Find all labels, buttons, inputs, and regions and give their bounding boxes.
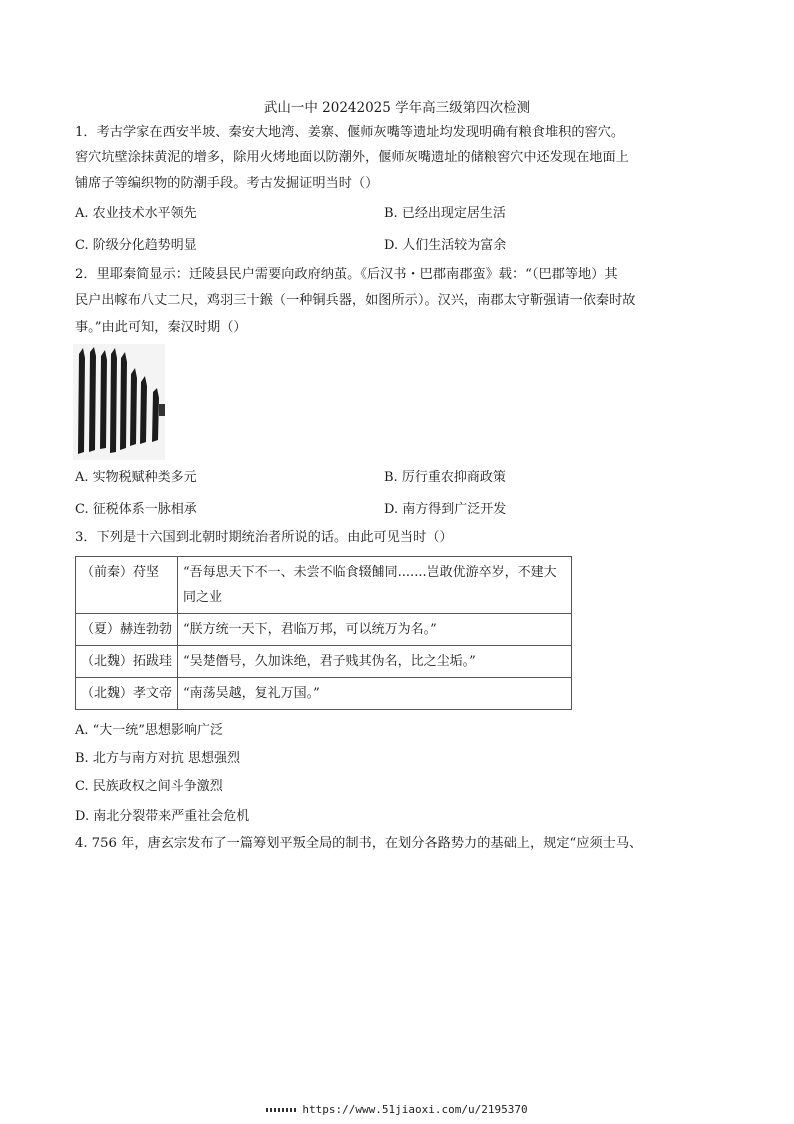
q2-option-a: A. 实物税赋种类多元 bbox=[75, 470, 197, 485]
q3-option-d: D. 南北分裂带来严重社会危机 bbox=[75, 809, 250, 824]
q2-option-b: B. 厉行重农抑商政策 bbox=[384, 470, 506, 485]
table-cell-quote: “南荡吴越，复礼万国。” bbox=[178, 678, 572, 710]
table-cell-quote: “朕方统一天下，君临万邦，可以统万为名。” bbox=[178, 614, 572, 646]
watermark-logo bbox=[266, 1108, 296, 1112]
table-cell-quote: “吾每思天下不一、未尝不临食辍餔同.......岂敢优游卒岁，不建大同之业 bbox=[178, 557, 572, 614]
table-cell-ruler: （夏）赫连勃勃 bbox=[76, 614, 178, 646]
table-cell-ruler: （前秦）苻坚 bbox=[76, 557, 178, 614]
q1-line-2: 窖穴坑壁涂抹黄泥的增多，除用火烤地面以防潮外，偃师灰嘴遗址的储粮窖穴中还发现在地面上 bbox=[75, 150, 629, 165]
table-cell-ruler: （北魏）拓跋珪 bbox=[76, 646, 178, 678]
q3-option-a: A. “大一统”思想影响广泛 bbox=[75, 723, 223, 738]
table-cell-quote: “吴楚僭号，久加诛绝，君子贱其伪名，比之尘垢。” bbox=[178, 646, 572, 678]
quotes-table bbox=[75, 556, 572, 710]
q1-option-d: D. 人们生活较为富余 bbox=[384, 238, 507, 253]
q4-line-1: 4. 756 年，唐玄宗发布了一篇筹划平叛全局的制书，在划分各路势力的基础上，规定“应须士马、 bbox=[75, 836, 643, 851]
q1-line-1: 1．考古学家在西安半坡、秦安大地湾、姜寨、偃师灰嘴等遗址均发现明确有粮食堆积的窖穴。 bbox=[75, 125, 625, 140]
q2-line-2: 民户出幏布八丈二尺，鸡羽三十鍭（一种铜兵器，如图所示）。汉兴，南郡太守靳强请一依秦时故 bbox=[75, 293, 636, 308]
footer bbox=[0, 1103, 794, 1116]
q2-line-3: 事。”由此可知，秦汉时期（） bbox=[75, 320, 247, 335]
q1-option-b: B. 已经出现定居生活 bbox=[384, 206, 506, 221]
table-row bbox=[76, 614, 572, 646]
page-title: 武山一中 20242025 学年高三级第四次检测 bbox=[263, 100, 531, 116]
q3-stem: 3．下列是十六国到北朝时期统治者所说的话。由此可见当时（） bbox=[75, 530, 453, 545]
q2-line-1: 2．里耶秦简显示：迁陵县民户需要向政府纳茧。《后汉书・巴郡南郡蛮》载：“（巴郡等地）其 bbox=[75, 267, 618, 282]
q3-option-b: B. 北方与南方对抗 思想强烈 bbox=[75, 751, 240, 766]
q1-option-a: A. 农业技术水平领先 bbox=[75, 206, 197, 221]
table-row bbox=[76, 557, 572, 614]
table-cell-ruler: （北魏）孝文帝 bbox=[76, 678, 178, 710]
footer-url[interactable]: https://www.51jiaoxi.com/u/2195370 bbox=[302, 1103, 528, 1116]
bronze-arrowheads-image bbox=[73, 344, 165, 460]
q2-option-c: C. 征税体系一脉相承 bbox=[75, 502, 197, 517]
table-row bbox=[76, 678, 572, 710]
q1-option-c: C. 阶级分化趋势明显 bbox=[75, 238, 197, 253]
q1-line-3: 铺席子等编织物的防潮手段。考古发掘证明当时（） bbox=[75, 176, 379, 191]
q3-option-c: C. 民族政权之间斗争激烈 bbox=[75, 779, 223, 794]
table-row bbox=[76, 646, 572, 678]
q2-option-d: D. 南方得到广泛开发 bbox=[384, 502, 507, 517]
